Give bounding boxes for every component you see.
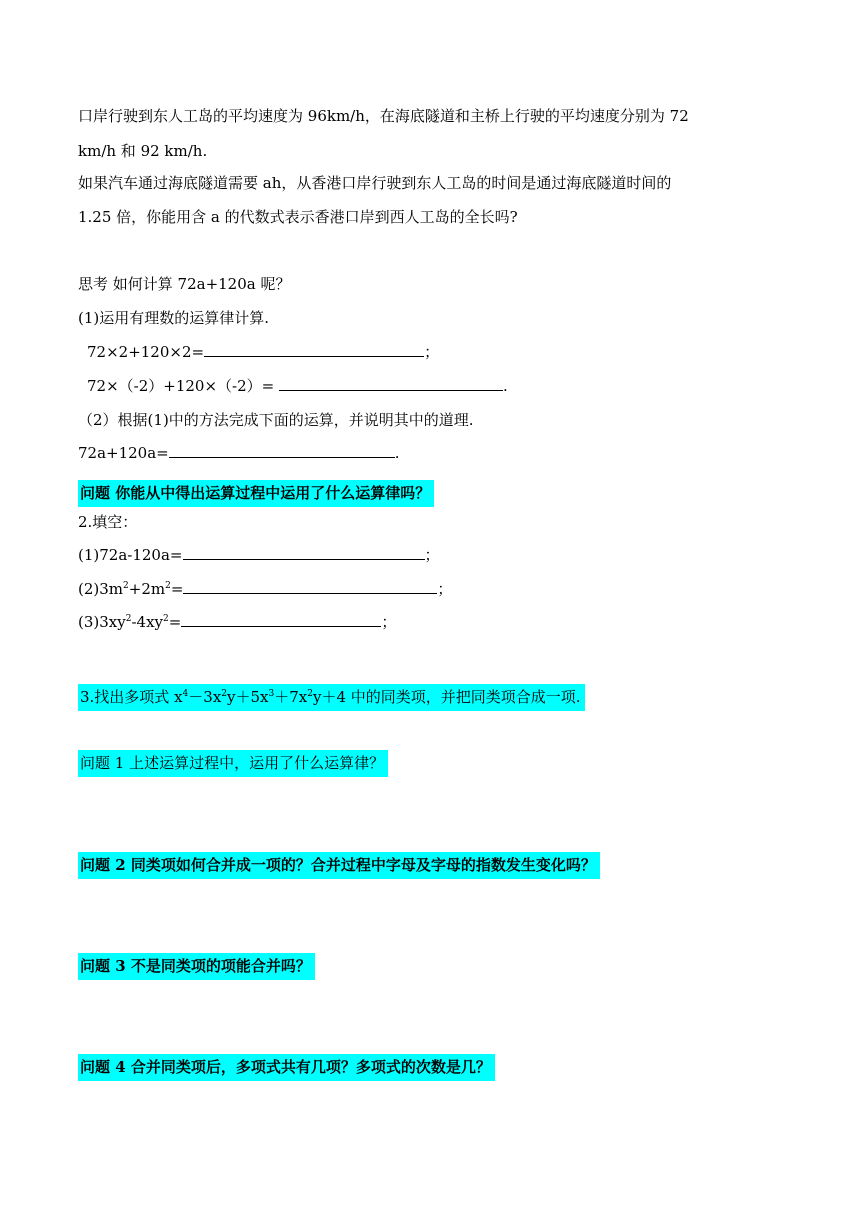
think-title: 思考 如何计算 72a+120a 呢？ (78, 275, 291, 293)
answer-blank[interactable] (204, 342, 424, 357)
answer-blank[interactable] (183, 579, 437, 594)
answer-blank[interactable] (169, 443, 395, 458)
expr-3: 72a+120a= (78, 444, 169, 462)
intro-line-3: 如果汽车通过海底隧道需要 ah，从香港口岸行驶到东人工岛的时间是通过海底隧道时间的 (78, 174, 672, 192)
punct: . (502, 377, 508, 395)
think-step-2: （2）根据(1)中的方法完成下面的运算，并说明其中的道理. (78, 411, 474, 429)
intro-line-1: 口岸行驶到东人工岛的平均速度为 96km/h，在海底隧道和主桥上行驶的平均速度分别为 72 (78, 107, 689, 125)
punct: ； (381, 613, 397, 631)
question-4: 问题 4 合并同类项后，多项式共有几项？多项式的次数是几？ (78, 1054, 495, 1081)
punct: ； (437, 580, 453, 598)
fill-expr-3: $(3)3xy^2-4xy^2=$ (78, 613, 182, 631)
expr-row-1 (87, 341, 439, 363)
answer-blank[interactable] (181, 612, 381, 627)
punct: ； (424, 546, 440, 564)
expr-1: 72×2+120×2= (87, 343, 205, 361)
fill-item-3 (78, 611, 396, 633)
question-2: 问题 2 同类项如何合并成一项的？合并过程中字母及字母的指数发生变化吗？ (78, 852, 600, 879)
task-3: 3.找出多项式 $x^4-3x^2y+5x^3+7x^2y+4$ 中的同类项，并把同类项合成一项. (78, 684, 585, 711)
expr-2: 72×（-2）+120×（-2）= (87, 377, 279, 395)
question-1: 问题 1 上述运算过程中，运用了什么运算律？ (78, 750, 388, 777)
intro-line-4: 1.25 倍，你能用含 a 的代数式表示香港口岸到西人工岛的全长吗? (78, 208, 518, 226)
fill-item-2 (78, 578, 452, 600)
fill-expr-1: (1)72a-120a= (78, 546, 183, 564)
answer-blank[interactable] (279, 376, 503, 391)
punct: ； (424, 343, 440, 361)
question-3: 问题 3 不是同类项的项能合并吗？ (78, 953, 315, 980)
question-0: 问题 你能从中得出运算过程中运用了什么运算律吗？ (78, 480, 434, 507)
fill-item-1 (78, 544, 440, 566)
punct: . (394, 444, 400, 462)
answer-blank[interactable] (183, 545, 425, 560)
fill-title: 2.填空： (78, 513, 138, 531)
expr-row-3 (78, 442, 400, 464)
think-step-1: (1)运用有理数的运算律计算. (78, 309, 270, 327)
intro-line-2: km/h 和 92 km/h. (78, 142, 208, 160)
expr-row-2 (87, 375, 508, 397)
fill-expr-2: $(2)3m^2+2m^2=$ (78, 580, 184, 598)
